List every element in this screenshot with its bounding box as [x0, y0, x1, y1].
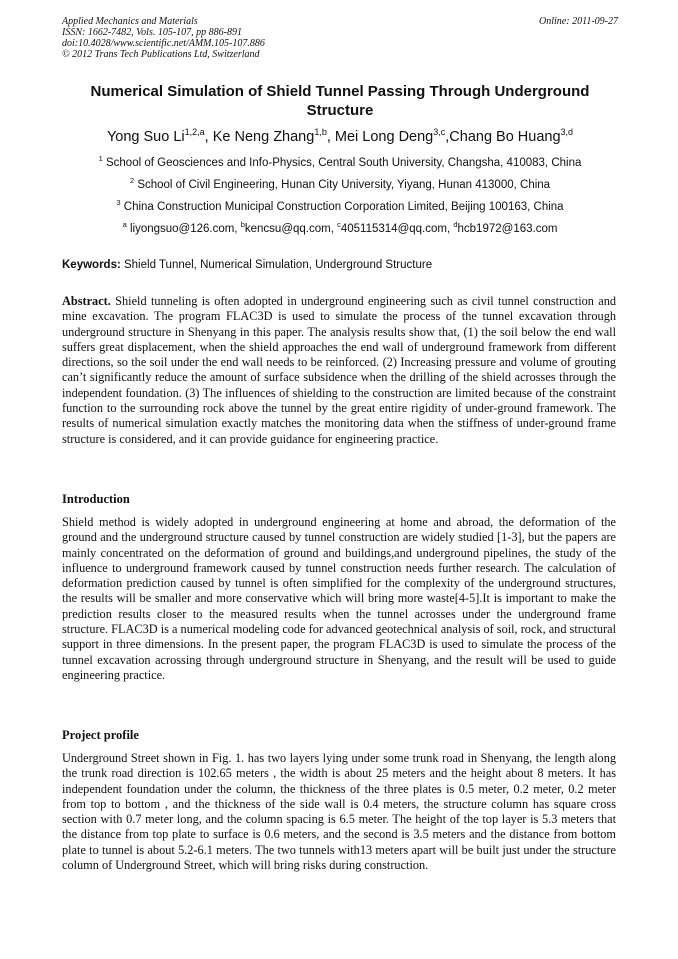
journal-name: Applied Mechanics and Materials: [62, 16, 198, 27]
email-mark: a: [122, 220, 127, 230]
keywords-text: Shield Tunnel, Numerical Simulation, Underground Structure: [120, 259, 433, 271]
journal-doi: doi:10.4028/www.scientific.net/AMM.105-107.886: [62, 38, 265, 49]
email-mark: b: [240, 220, 245, 230]
author-separator: ,: [326, 129, 335, 145]
email-mark: c: [337, 220, 341, 230]
author-name: Ke Neng Zhang: [212, 129, 315, 145]
keywords: [62, 258, 618, 272]
author-name: Yong Suo Li: [106, 129, 185, 145]
project-profile-paragraph: Underground Street shown in Fig. 1. has two layers lying under some trunk road in Shenyang, the length along the trunk road direction is 102.65 meters , the width is about 25 meters and the height about 8 meters. It has independent foundation under the column, the thickness of the three plates is 0.5 meter, 0.2 meter, 0.2 meter from top to bottom , and the thickness of the side wall is 0.4 meters, the structure column has square cross section with 0.7 meter long, and the column spacing is 6.5 meter. The height of the top layer is 5.3 meters that the distance from top plate to surface is 0.6 meters, and the second is 3.5 meters and the distance from bottom plate to tunnel is about 5.2-6.1 meters. The two tunnels with13 meters apart will be built just under the structure column of Underground Street, which will bring risks during construction.: [62, 751, 616, 873]
journal-header: [62, 16, 618, 60]
author-name: Chang Bo Huang: [449, 129, 561, 145]
author-separator: ,: [204, 129, 213, 145]
email-mark: d: [453, 220, 458, 230]
author-separator: ,: [445, 129, 450, 145]
affiliation-text: School of Civil Engineering, Hunan City University, Yiyang, Hunan 413000, China: [137, 179, 551, 191]
abstract-text: Shield tunneling is often adopted in underground engineering such as civil tunnel construction and mine excavation. The program FLAC3D is used to simulate the process of the tunnel excavation through underground structure in Shenyang in this paper. The analysis results show that, (1) the soil below the end wall suffers great displacement, when the shield approaches the end wall of underground framework from different directions, so the soil under the end wall needs to be reinforced. (2) Increasing pressure and volume of grouting can’t significantly reduce the amount of surface subsidence when the drilling of the shield acrosses through the independent foundation. (3) The influences of shielding to the construction are limited because of the constraint function to the surrounding rock above the tunnel by the great entire rigidity of under-ground framework. The results of numerical simulation exactly matches the monitoring data when the stiffness of under-ground frame structure is considered, and it can provide guidance for engineering practice.: [62, 294, 616, 446]
affiliation-text: China Construction Municipal Construction Corporation Limited, Beijing 100163, China: [123, 201, 564, 213]
author-affiliation-mark: 3,c: [433, 127, 446, 138]
affiliation-mark: 1: [98, 154, 103, 164]
affiliation-mark: 3: [116, 198, 121, 208]
affiliation-1: [62, 156, 618, 170]
introduction-paragraph: Shield method is widely adopted in underground engineering at home and abroad, the deformation of the ground and the underground structure caused by tunnel construction are widely studied [1-3], but the papers are mainly concentrated on the deformation of ground and buildings,and underground pipelines, the study of the influence to underground framework caused by tunnel construction needs further research. The calculation of deformation prediction caused by tunnel is often simplified for the complexity of the underground structures, the results will be smaller and more conservative which will bring more waste[4-5].It is important to make the prediction results closer to the measured results when the tunnel acrosses under the underground frame structure. FLAC3D is a numerical modeling code for advanced geotechnical analysis of soil, rock, and structural support in three dimensions. In the present paper, the program FLAC3D is used to simulate the process of the tunnel excavation acrossing through underground structure in Shenyang, and the result will be used to guide engineering practice.: [62, 515, 616, 682]
author-affiliation-mark: 1,2,a: [184, 127, 205, 138]
affiliation-text: School of Geosciences and Info-Physics, Central South University, Changsha, 410083, China: [105, 157, 582, 169]
author-list: [62, 128, 618, 146]
section-heading-introduction: Introduction: [62, 492, 130, 506]
author-affiliation-mark: 3,d: [560, 127, 574, 138]
email-list: [62, 222, 618, 236]
abstract-label: Abstract.: [62, 294, 111, 308]
email-link[interactable]: kencsu@qq.com,: [244, 223, 338, 235]
author-name: Mei Long Deng: [334, 129, 434, 145]
email-link[interactable]: liyongsuo@126.com,: [129, 223, 241, 235]
abstract: [62, 294, 616, 447]
journal-copyright: © 2012 Trans Tech Publications Ltd, Switzerland: [62, 49, 260, 60]
email-link[interactable]: hcb1972@163.com: [457, 223, 558, 235]
author-affiliation-mark: 1,b: [314, 127, 327, 138]
paper-title: Numerical Simulation of Shield Tunnel Passing Through Underground Structure: [90, 83, 590, 119]
online-date: Online: 2011-09-27: [539, 16, 618, 27]
affiliation-3: [62, 200, 618, 214]
keywords-label: Keywords:: [62, 259, 121, 271]
affiliation-2: [62, 178, 618, 192]
affiliation-mark: 2: [129, 176, 135, 186]
journal-issn: ISSN: 1662-7482, Vols. 105-107, pp 886-891: [62, 27, 242, 38]
section-heading-project-profile: Project profile: [62, 728, 139, 742]
email-link[interactable]: 405115314@qq.com,: [340, 223, 454, 235]
